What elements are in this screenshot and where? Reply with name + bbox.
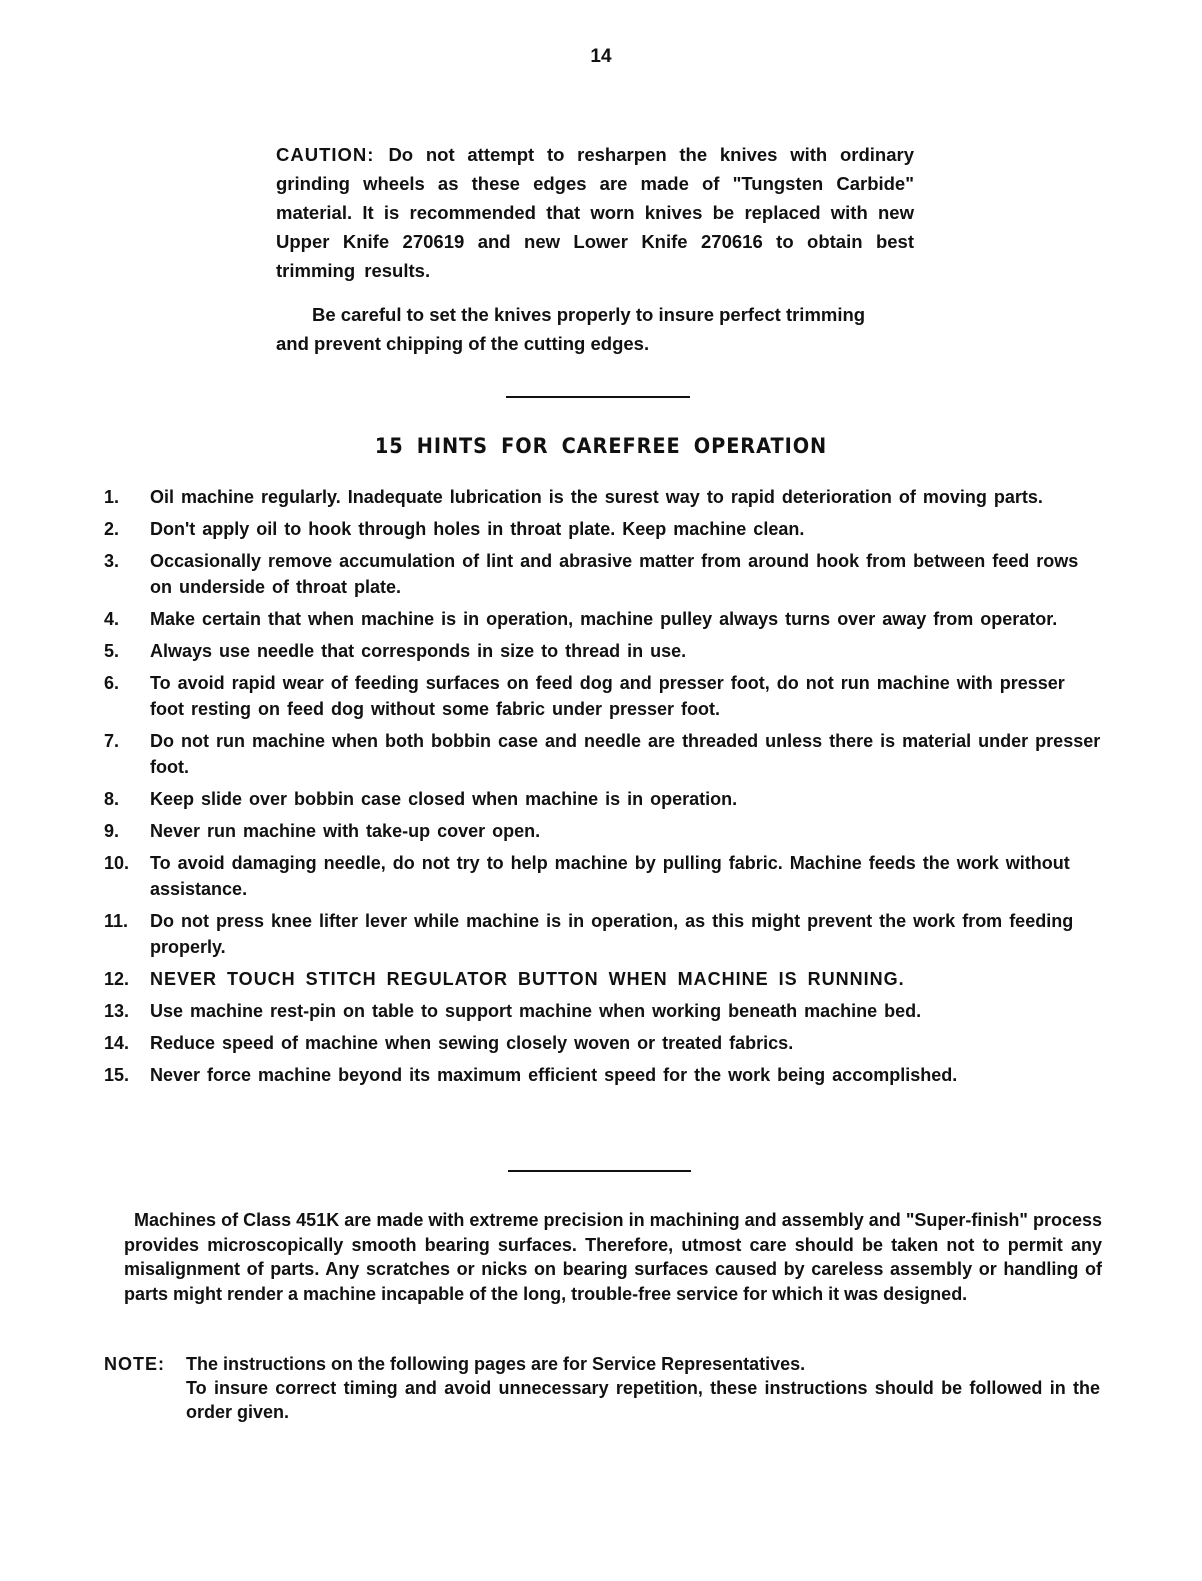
- hint-number: 1.: [104, 487, 120, 507]
- hint-text: Oil machine regularly. Inadequate lubrication is the surest way to rapid deterioration of moving parts.: [150, 487, 1043, 507]
- page-number: 14: [590, 46, 612, 67]
- hint-text: To avoid damaging needle, do not try to help machine by pulling fabric. Machine feeds the work without assistance.: [150, 853, 1070, 899]
- note-line-2: To insure correct timing and avoid unnecessary repetition, these instructions should be followed in the order given.: [186, 1378, 1100, 1422]
- hint-text: Keep slide over bobbin case closed when machine is in operation.: [150, 789, 738, 809]
- hint-item: [104, 1030, 1104, 1056]
- note-line-1: The instructions on the following pages are for Service Representatives.: [186, 1354, 806, 1374]
- closing-paragraph: Machines of Class 451K are made with extreme precision in machining and assembly and "Super-finish" process provides microscopically smooth bearing surfaces. Therefore, utmost care should be taken not to permit any misalignment of parts. Any scratches or nicks on bearing surfaces caused by careless assembly or handling of parts might render a machine incapable of the long, trouble-free service for which it was designed.: [124, 1210, 1102, 1304]
- careful-paragraph: [276, 300, 916, 358]
- hint-text: Don't apply oil to hook through holes in throat plate. Keep machine clean.: [150, 519, 805, 539]
- hint-text: Reduce speed of machine when sewing closely woven or treated fabrics.: [150, 1033, 794, 1053]
- hint-item: [104, 818, 1104, 844]
- hint-number: 12.: [104, 969, 130, 989]
- hint-text: Use machine rest-pin on table to support machine when working beneath machine bed.: [150, 1001, 922, 1021]
- note-body: [186, 1352, 1100, 1424]
- hint-text: Never run machine with take-up cover open.: [150, 821, 541, 841]
- hint-number: 6.: [104, 673, 120, 693]
- hint-number: 2.: [104, 519, 120, 539]
- hint-item: [104, 850, 1104, 902]
- hint-number: 13.: [104, 1001, 130, 1021]
- careful-line-2: and prevent chipping of the cutting edges.: [276, 333, 650, 354]
- hint-text: Never force machine beyond its maximum efficient speed for the work being accomplished.: [150, 1065, 958, 1085]
- hint-item: [104, 548, 1104, 600]
- caution-text: Do not attempt to resharpen the knives with ordinary grinding wheels as these edges are made of "Tungsten Carbide" material. It is recommended that worn knives be replaced with new Upper Knife 270619 and new Lower Knife 270616 to obtain best trimming results.: [276, 144, 914, 281]
- note-block: [104, 1352, 1100, 1424]
- hint-item: [104, 966, 1104, 992]
- hint-number: 4.: [104, 609, 120, 629]
- hint-text: Always use needle that corresponds in size to thread in use.: [150, 641, 687, 661]
- hint-item: [104, 516, 1104, 542]
- hint-item: [104, 728, 1104, 780]
- hint-text: NEVER TOUCH STITCH REGULATOR BUTTON WHEN MACHINE IS RUNNING.: [150, 969, 905, 989]
- hint-number: 10.: [104, 853, 130, 873]
- hint-number: 14.: [104, 1033, 130, 1053]
- divider-bottom: [508, 1170, 691, 1172]
- hint-number: 9.: [104, 821, 120, 841]
- caution-label: CAUTION:: [276, 144, 375, 165]
- hint-number: 3.: [104, 551, 120, 571]
- hint-item: [104, 484, 1104, 510]
- hint-item: [104, 606, 1104, 632]
- hint-number: 7.: [104, 731, 120, 751]
- hint-text: Do not press knee lifter lever while machine is in operation, as this might prevent the work from feeding properly.: [150, 911, 1074, 957]
- hint-item: [104, 670, 1104, 722]
- careful-line-1: Be careful to set the knives properly to insure perfect trimming: [312, 304, 866, 325]
- hint-text: Occasionally remove accumulation of lint and abrasive matter from around hook from between feed rows on underside of throat plate.: [150, 551, 1079, 597]
- hint-text: Make certain that when machine is in operation, machine pulley always turns over away from operator.: [150, 609, 1058, 629]
- hint-item: [104, 908, 1104, 960]
- hint-text: Do not run machine when both bobbin case and needle are threaded unless there is material under presser foot.: [150, 731, 1101, 777]
- hint-text: To avoid rapid wear of feeding surfaces on feed dog and presser foot, do not run machine with presser foot resting on feed dog without some fabric under presser foot.: [150, 673, 1065, 719]
- hint-item: [104, 638, 1104, 664]
- hint-number: 8.: [104, 789, 120, 809]
- hint-item: [104, 1062, 1104, 1088]
- caution-paragraph: [276, 140, 914, 285]
- note-label: NOTE:: [104, 1354, 165, 1374]
- hint-item: [104, 786, 1104, 812]
- hint-item: [104, 998, 1104, 1024]
- hints-heading: 15 HINTS FOR CAREFREE OPERATION: [374, 434, 828, 458]
- hints-list: [104, 484, 1104, 1094]
- divider-top: [506, 396, 690, 398]
- hint-number: 11.: [104, 911, 129, 931]
- hint-number: 5.: [104, 641, 120, 661]
- hint-number: 15.: [104, 1065, 130, 1085]
